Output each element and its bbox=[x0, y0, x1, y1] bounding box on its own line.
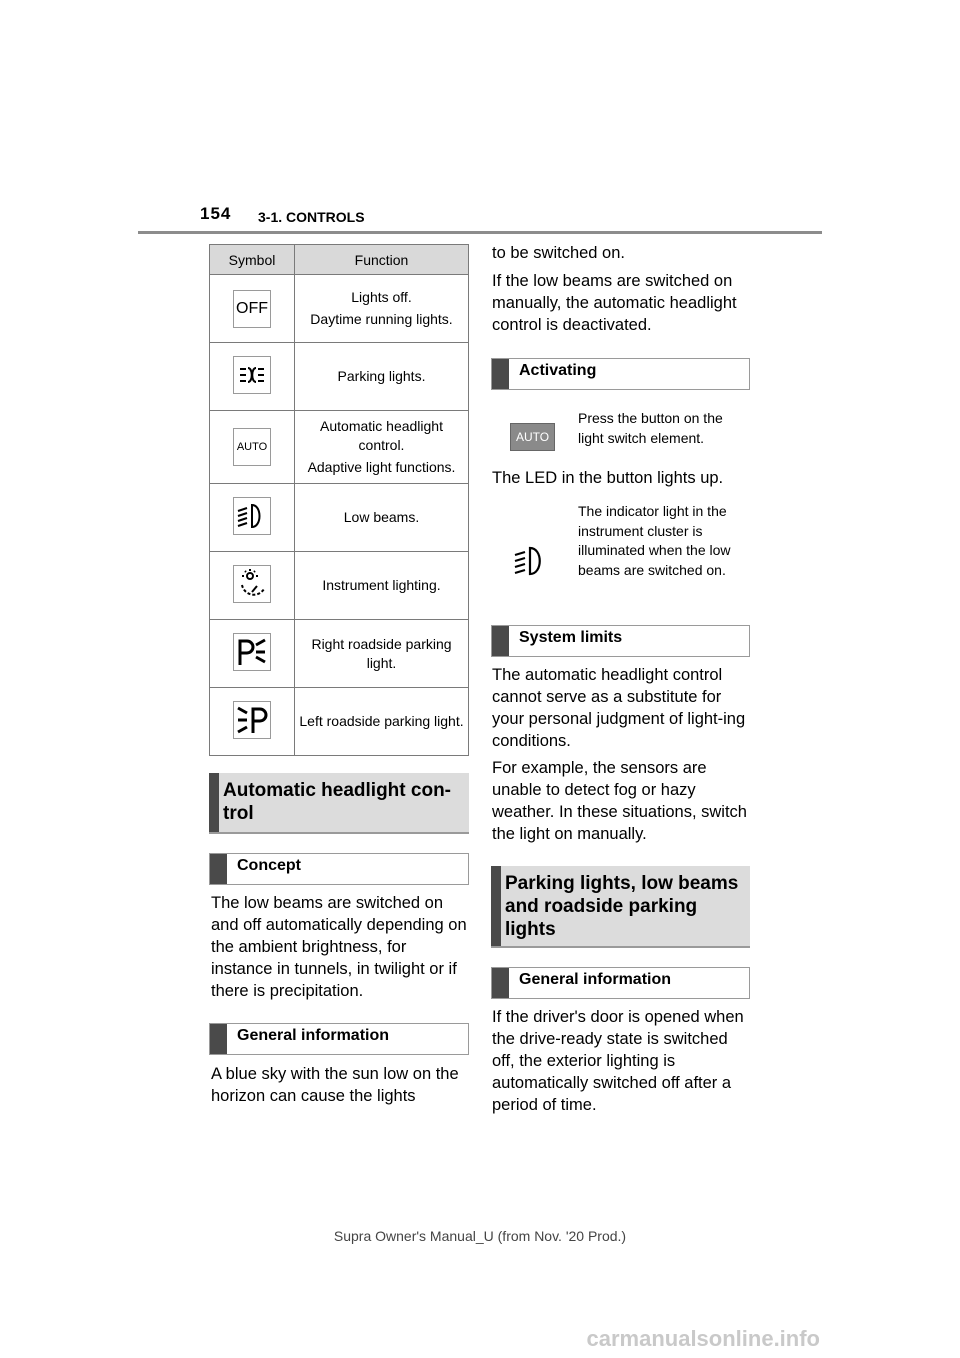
auto-button-icon: AUTO bbox=[510, 423, 555, 451]
function-text: Lights off. bbox=[351, 289, 412, 305]
low-beam-indicator-icon bbox=[512, 541, 552, 581]
general-information-paragraph: A blue sky with the sun low on the horizon can cause the lights bbox=[211, 1065, 459, 1105]
table-row bbox=[210, 484, 469, 552]
function-text: Parking lights. bbox=[337, 368, 426, 384]
heading-system-limits: System limits bbox=[491, 625, 750, 657]
table-row bbox=[210, 620, 469, 688]
lights-off-icon: OFF bbox=[233, 290, 271, 328]
function-text: Low beams. bbox=[343, 509, 420, 525]
auto-headlight-icon: AUTO bbox=[233, 428, 271, 466]
column-header-symbol: Symbol bbox=[210, 245, 295, 275]
heading-general-information-2: General information bbox=[491, 967, 750, 999]
heading-parking-lights: Parking lights, low beams and roadside parking lights bbox=[491, 866, 750, 948]
page-number: 154 bbox=[200, 204, 232, 223]
indicator-description: The indicator light in the instrument cluster is illuminated when the low beams are switched on. bbox=[578, 503, 731, 578]
concept-paragraph: The low beams are switched on and off automatically depending on the ambient brightness, for instance in tunnels, in twilight or if there is precipitation. bbox=[211, 894, 467, 1000]
section-label: 3-1. CONTROLS bbox=[258, 209, 365, 225]
limits-paragraph-1: The automatic headlight control cannot serve as a substitute for your personal judgment of light-ing conditions. bbox=[492, 666, 746, 750]
table-row bbox=[210, 688, 469, 756]
function-text: Left roadside parking light. bbox=[299, 713, 464, 729]
instrument-lighting-icon bbox=[233, 565, 271, 603]
function-text: Adaptive light functions. bbox=[307, 459, 456, 475]
table-row bbox=[210, 343, 469, 411]
header-divider bbox=[138, 231, 822, 234]
manual-paragraph: If the low beams are switched on manually, the automatic headlight control is deactivated. bbox=[492, 272, 737, 334]
heading-activating: Activating bbox=[491, 358, 750, 390]
heading-general-information: General information bbox=[209, 1023, 469, 1055]
general-information-2-paragraph: If the driver's door is opened when the drive-ready state is switched off, the exterior lighting is automatically switched off after a period of time. bbox=[492, 1008, 744, 1114]
footer-text: Supra Owner's Manual_U (from Nov. '20 Prod.) bbox=[333, 1228, 627, 1244]
heading-concept: Concept bbox=[209, 853, 469, 885]
low-beams-icon bbox=[233, 497, 271, 535]
function-text: Automatic headlight control. bbox=[320, 418, 443, 453]
heading-automatic-headlight-control: Automatic headlight con- trol bbox=[209, 773, 469, 834]
table-row bbox=[210, 552, 469, 620]
table-row bbox=[210, 411, 469, 484]
function-text: Instrument lighting. bbox=[322, 577, 441, 593]
column-header-function: Function bbox=[295, 245, 469, 275]
symbol-table bbox=[209, 244, 469, 756]
function-text: Right roadside parking light. bbox=[311, 635, 452, 671]
right-roadside-parking-icon bbox=[233, 633, 271, 671]
limits-paragraph-2: For example, the sensors are unable to detect fog or hazy weather. In these situations, switch the light on manually. bbox=[492, 759, 747, 843]
led-paragraph: The LED in the button lights up. bbox=[492, 469, 724, 487]
left-roadside-parking-icon bbox=[233, 701, 271, 739]
activating-instruction: Press the button on the light switch element. bbox=[578, 410, 723, 446]
parking-lights-icon bbox=[233, 356, 271, 394]
continued-paragraph: to be switched on. bbox=[492, 244, 625, 262]
table-row bbox=[210, 275, 469, 343]
function-text: Daytime running lights. bbox=[310, 311, 453, 327]
watermark: carmanualsonline.info bbox=[586, 1326, 820, 1351]
